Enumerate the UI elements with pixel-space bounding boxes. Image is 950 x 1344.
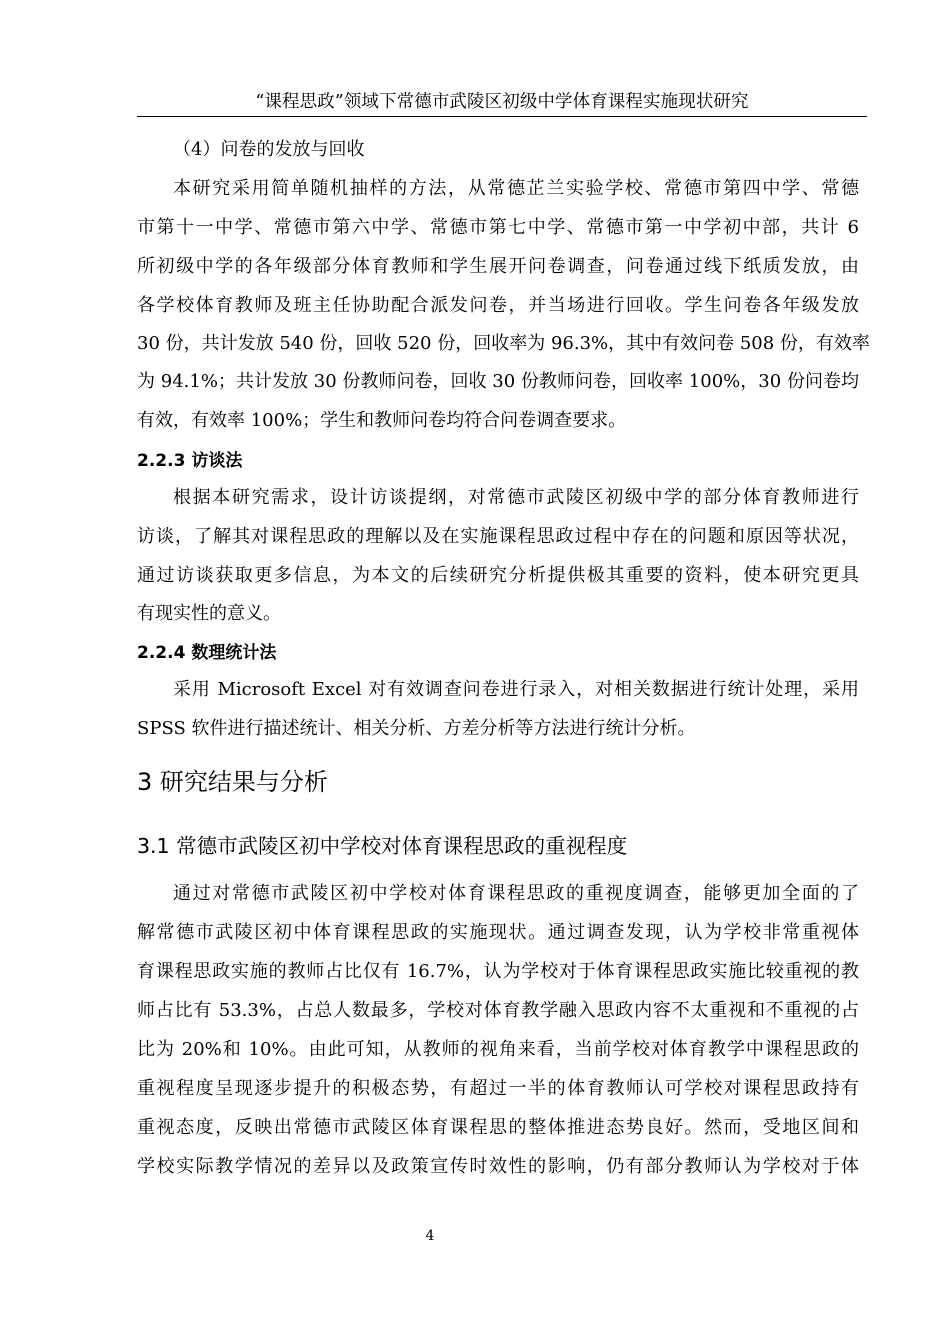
paragraph-line: 通过对常德市武陵区初中学校对体育课程思政的重视度调查，能够更加全面的了 xyxy=(173,883,859,904)
paragraph-line: 30 份，共计发放 540 份，回收 520 份，回收率为 96.3%，其中有效问卷 508 份，有效率 xyxy=(137,333,870,354)
paragraph-line: 所初级中学的各年级部分体育教师和学生展开问卷调查，问卷通过线下纸质发放，由 xyxy=(137,256,859,277)
paragraph-line: 有现实性的意义。 xyxy=(137,603,281,624)
paragraph-line: 为 94.1%；共计发放 30 份教师问卷，回收 30 份教师问卷，回收率 100%，30 份问卷均 xyxy=(137,371,859,392)
page-number: 4 xyxy=(425,1228,435,1244)
paragraph-line: 重视态度，反映出常德市武陵区体育课程思的整体推进态势良好。然而，受地区间和 xyxy=(137,1117,859,1138)
paragraph-line: 有效，有效率 100%；学生和教师问卷均符合问卷调查要求。 xyxy=(137,410,627,431)
paragraph-line: 本研究采用简单随机抽样的方法，从常德芷兰实验学校、常德市第四中学、常德 xyxy=(173,178,859,199)
paragraph-line: 育课程思政实施的教师占比仅有 16.7%，认为学校对于体育课程思政实施比较重视的教 xyxy=(137,961,859,982)
paragraph-line: 比为 20%和 10%。由此可知，从教师的视角来看，当前学校对体育教学中课程思政的 xyxy=(137,1039,859,1060)
paragraph-line: SPSS 软件进行描述统计、相关分析、方差分析等方法进行统计分析。 xyxy=(137,718,696,739)
header-rule xyxy=(137,116,867,117)
section-heading-2-2-3: 2.2.3 访谈法 xyxy=(137,451,243,471)
paragraph-line: 各学校体育教师及班主任协助配合派发问卷，并当场进行回收。学生问卷各年级发放 xyxy=(137,295,859,316)
chapter-heading-3: 3 研究结果与分析 xyxy=(137,768,328,796)
section-heading-3-1: 3.1 常德市武陵区初中学校对体育课程思政的重视程度 xyxy=(137,834,628,858)
paragraph-line: 市第十一中学、常德市第六中学、常德市第七中学、常德市第一中学初中部，共计 6 xyxy=(137,217,859,238)
paragraph-line: 采用 Microsoft Excel 对有效调查问卷进行录入，对相关数据进行统计处理，采用 xyxy=(173,679,859,700)
paragraph-line: 学校实际教学情况的差异以及政策宣传时效性的影响，仍有部分教师认为学校对于体 xyxy=(137,1156,859,1177)
paragraph-line: 解常德市武陵区初中体育课程思政的实施现状。通过调查发现，认为学校非常重视体 xyxy=(137,922,859,943)
paragraph-line: 根据本研究需求，设计访谈提纲，对常德市武陵区初级中学的部分体育教师进行 xyxy=(173,487,859,508)
paragraph-line: 师占比有 53.3%，占总人数最多，学校对体育教学融入思政内容不太重视和不重视的占 xyxy=(137,1000,859,1021)
paragraph-line: 重视程度呈现逐步提升的积极态势，有超过一半的体育教师认可学校对课程思政持有 xyxy=(137,1078,859,1099)
section-heading-2-2-4: 2.2.4 数理统计法 xyxy=(137,643,277,663)
paragraph-line: 访谈，了解其对课程思政的理解以及在实施课程思政过程中存在的问题和原因等状况， xyxy=(137,526,859,547)
sub-heading-questionnaire-distribution: （4）问卷的发放与回收 xyxy=(173,139,365,160)
paragraph-line: 通过访谈获取更多信息，为本文的后续研究分析提供极其重要的资料，使本研究更具 xyxy=(137,565,859,586)
running-header: “课程思政”领域下常德市武陵区初级中学体育课程实施现状研究 xyxy=(255,92,749,112)
